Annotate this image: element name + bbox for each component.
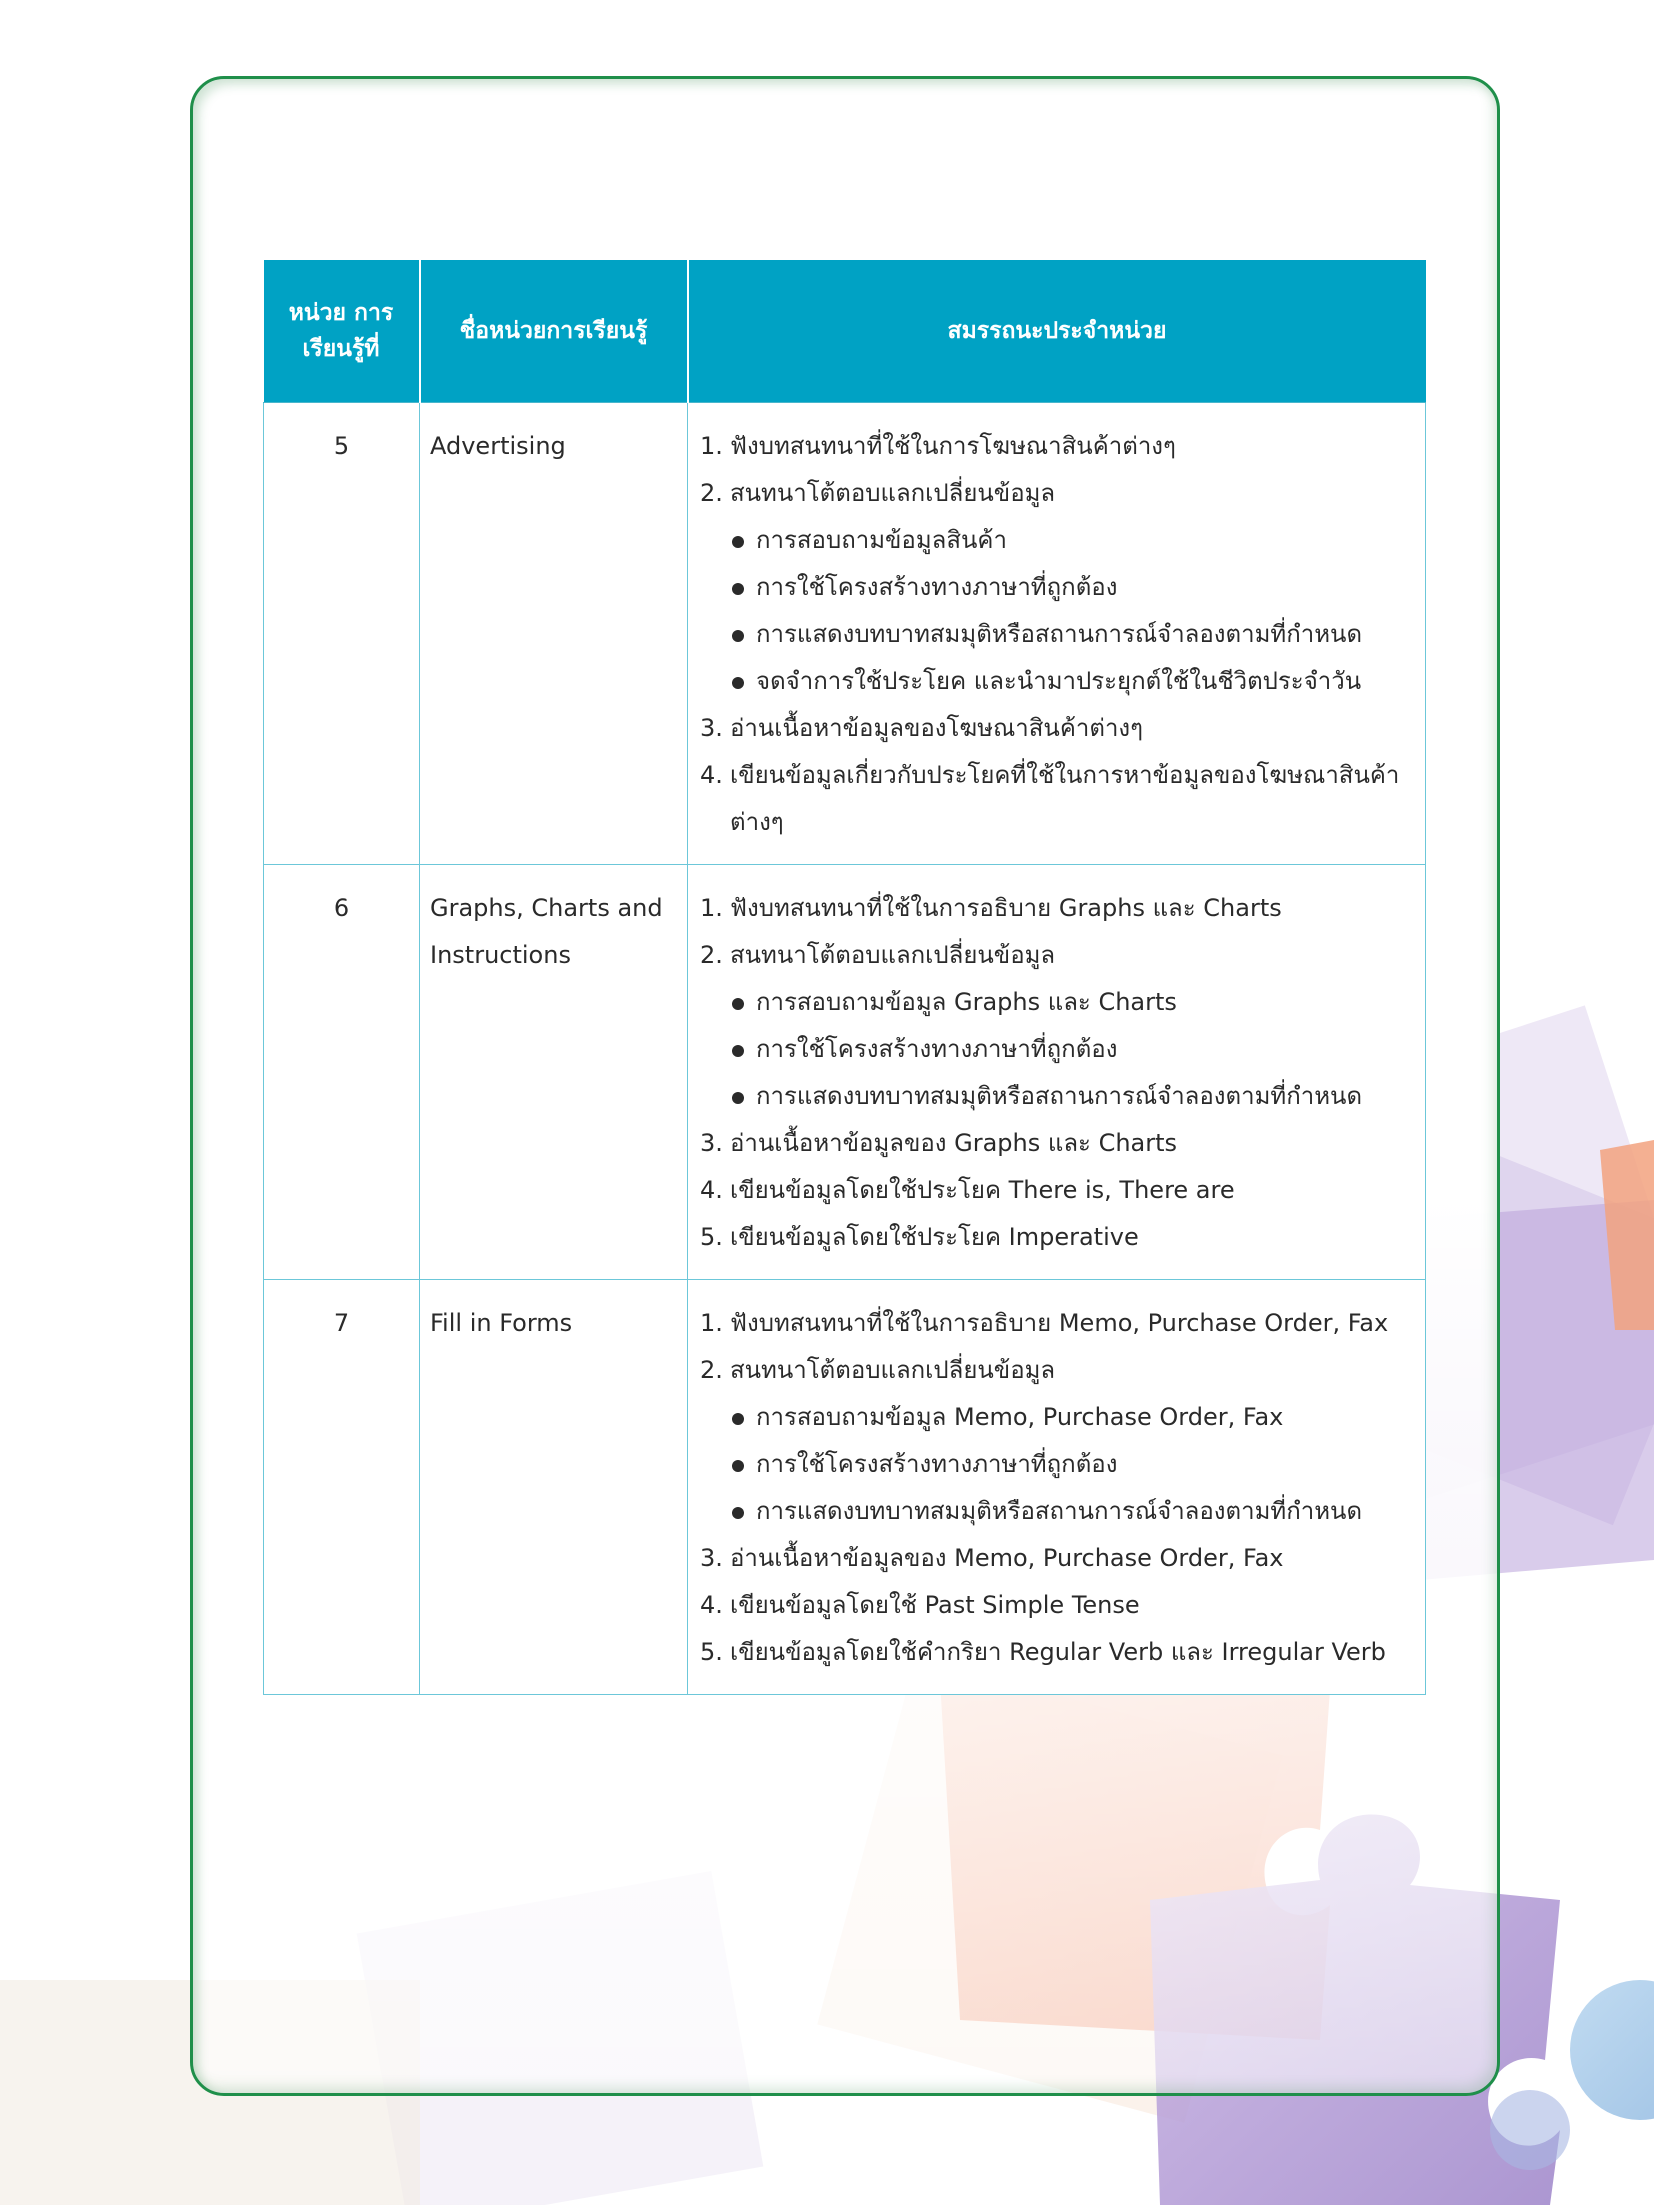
unit-number: 5 (264, 403, 420, 865)
item-text: อ่านเนื้อหาข้อมูลของ Memo, Purchase Order, Fax (730, 1544, 1284, 1572)
bullet-icon (732, 1507, 744, 1519)
bullet-icon (732, 1045, 744, 1057)
item-index: 5. (700, 1638, 723, 1666)
sub-item-text: การแสดงบทบาทสมมุติหรือสถานการณ์จำลองตามที่กำหนด (756, 1497, 1363, 1525)
sub-item-text: การแสดงบทบาทสมมุติหรือสถานการณ์จำลองตามที่กำหนด (756, 620, 1363, 648)
competency-item (700, 932, 1417, 1120)
bullet-icon (732, 1460, 744, 1472)
sub-item-text: การใช้โครงสร้างทางภาษาที่ถูกต้อง (756, 1450, 1118, 1478)
sub-item-text: การใช้โครงสร้างทางภาษาที่ถูกต้อง (756, 1035, 1118, 1063)
sub-item-text: การสอบถามข้อมูลสินค้า (756, 526, 1007, 554)
item-index: 1. (700, 894, 723, 922)
item-text: ฟังบทสนทนาที่ใช้ในการอธิบาย Graphs และ Charts (730, 894, 1282, 922)
competency-list (700, 1300, 1417, 1676)
bullet-icon (732, 536, 744, 548)
table-row (264, 1280, 1426, 1695)
table-row (264, 403, 1426, 865)
sub-item (730, 1073, 1417, 1120)
competency-cell (688, 403, 1426, 865)
header-unit-number: หน่วย การเรียนรู้ที่ (264, 260, 420, 403)
sub-list (730, 517, 1417, 705)
sub-item (730, 611, 1417, 658)
item-text: สนทนาโต้ตอบแลกเปลี่ยนข้อมูล (730, 479, 1056, 507)
competency-list (700, 885, 1417, 1261)
item-text: เขียนข้อมูลโดยใช้คำกริยา Regular Verb และ Irregular Verb (730, 1638, 1386, 1666)
item-index: 2. (700, 479, 723, 507)
sub-item (730, 658, 1417, 705)
competency-item (700, 1214, 1417, 1261)
bullet-icon (732, 998, 744, 1010)
sub-item-text: การแสดงบทบาทสมมุติหรือสถานการณ์จำลองตามที่กำหนด (756, 1082, 1363, 1110)
competency-item (700, 705, 1417, 752)
sub-item (730, 1394, 1417, 1441)
bullet-icon (732, 677, 744, 689)
sub-item-text: การสอบถามข้อมูล Memo, Purchase Order, Fax (756, 1403, 1284, 1431)
item-text: เขียนข้อมูลโดยใช้ Past Simple Tense (730, 1591, 1140, 1619)
table-row (264, 865, 1426, 1280)
item-text: เขียนข้อมูลโดยใช้ประโยค There is, There are (730, 1176, 1235, 1204)
item-index: 4. (700, 761, 723, 789)
header-unit-name: ชื่อหน่วยการเรียนรู้ (420, 260, 688, 403)
item-text: ฟังบทสนทนาที่ใช้ในการอธิบาย Memo, Purchase Order, Fax (730, 1309, 1389, 1337)
sub-item (730, 1488, 1417, 1535)
item-text: เขียนข้อมูลโดยใช้ประโยค Imperative (730, 1223, 1139, 1251)
item-text: อ่านเนื้อหาข้อมูลของ Graphs และ Charts (730, 1129, 1178, 1157)
item-text: อ่านเนื้อหาข้อมูลของโฆษณาสินค้าต่างๆ (730, 714, 1144, 742)
sub-list (730, 979, 1417, 1120)
bullet-icon (732, 583, 744, 595)
sub-item (730, 979, 1417, 1026)
competency-item (700, 423, 1417, 470)
unit-name: Fill in Forms (420, 1280, 688, 1695)
competency-item (700, 885, 1417, 932)
unit-number: 7 (264, 1280, 420, 1695)
competency-item (700, 1582, 1417, 1629)
competency-item (700, 1629, 1417, 1676)
competency-item (700, 1347, 1417, 1535)
unit-competency-table (263, 260, 1426, 1695)
header-competency: สมรรถนะประจำหน่วย (688, 260, 1426, 403)
item-index: 3. (700, 1544, 723, 1572)
item-index: 1. (700, 1309, 723, 1337)
sub-item (730, 1441, 1417, 1488)
bullet-icon (732, 1413, 744, 1425)
item-text: สนทนาโต้ตอบแลกเปลี่ยนข้อมูล (730, 941, 1056, 969)
sub-list (730, 1394, 1417, 1535)
item-index: 4. (700, 1176, 723, 1204)
unit-name: Advertising (420, 403, 688, 865)
bullet-icon (732, 630, 744, 642)
unit-number: 6 (264, 865, 420, 1280)
competency-item (700, 1120, 1417, 1167)
competency-cell (688, 865, 1426, 1280)
table-header (264, 260, 1426, 403)
competency-item (700, 1535, 1417, 1582)
item-index: 2. (700, 1356, 723, 1384)
competency-item (700, 1300, 1417, 1347)
sub-item-text: จดจำการใช้ประโยค และนำมาประยุกต์ใช้ในชีวิตประจำวัน (756, 667, 1362, 695)
item-index: 3. (700, 714, 723, 742)
sub-item (730, 1026, 1417, 1073)
unit-name: Graphs, Charts and Instructions (420, 865, 688, 1280)
item-text: เขียนข้อมูลเกี่ยวกับประโยคที่ใช้ในการหาข้อมูลของโฆษณาสินค้าต่างๆ (730, 761, 1400, 836)
competency-list (700, 423, 1417, 846)
item-text: สนทนาโต้ตอบแลกเปลี่ยนข้อมูล (730, 1356, 1056, 1384)
competency-item (700, 752, 1417, 846)
bullet-icon (732, 1092, 744, 1104)
item-index: 1. (700, 432, 723, 460)
competency-item (700, 470, 1417, 705)
sub-item-text: การใช้โครงสร้างทางภาษาที่ถูกต้อง (756, 573, 1118, 601)
competency-cell (688, 1280, 1426, 1695)
competency-item (700, 1167, 1417, 1214)
sub-item (730, 517, 1417, 564)
item-text: ฟังบทสนทนาที่ใช้ในการโฆษณาสินค้าต่างๆ (730, 432, 1176, 460)
sub-item (730, 564, 1417, 611)
item-index: 2. (700, 941, 723, 969)
item-index: 3. (700, 1129, 723, 1157)
sub-item-text: การสอบถามข้อมูล Graphs และ Charts (756, 988, 1177, 1016)
item-index: 4. (700, 1591, 723, 1619)
item-index: 5. (700, 1223, 723, 1251)
